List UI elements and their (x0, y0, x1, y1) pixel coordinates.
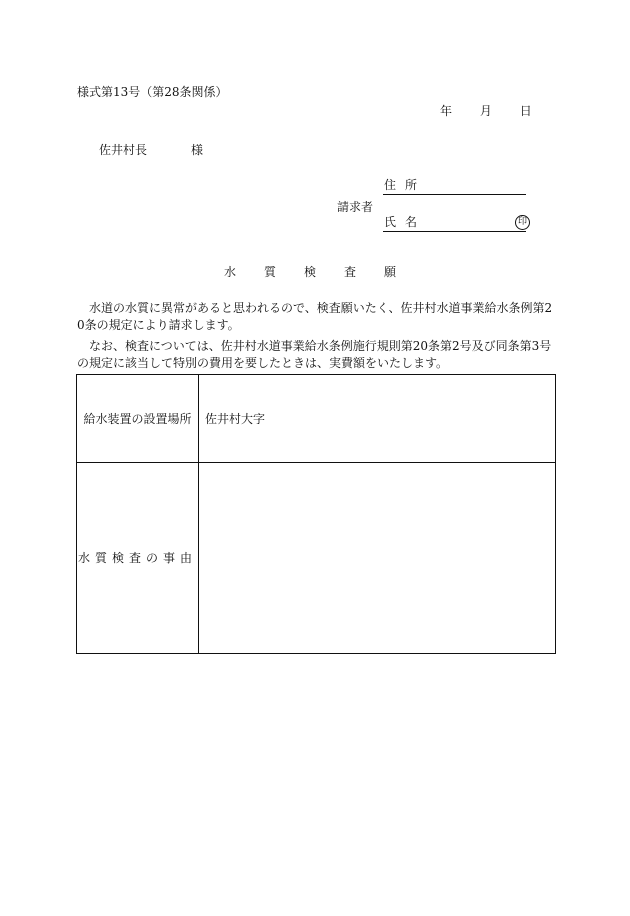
requester-label: 請求者 (337, 200, 374, 214)
address-label: 住所 (384, 178, 427, 192)
requester-name-field[interactable] (383, 214, 526, 232)
date-row (440, 103, 532, 119)
addressee (99, 142, 203, 158)
body-paragraph-1: 水道の水質に異常があると思われるので、検査願いたく、佐井村水道事業給水条例第20条の規定により請求します。 (77, 301, 553, 332)
date-month-label: 月 (479, 104, 492, 118)
request-details-table (76, 374, 556, 654)
document-title: 水質検査願 (224, 265, 425, 279)
date-day-label: 日 (519, 104, 532, 118)
installation-location-value[interactable]: 佐井村大字 (205, 412, 266, 426)
name-label: 氏名 (384, 215, 427, 229)
requester-address-field[interactable] (383, 177, 526, 195)
table-column-divider (198, 375, 199, 653)
addressee-name: 佐井村長 (99, 143, 148, 157)
installation-location-label: 給水装置の設置場所 (83, 412, 192, 426)
addressee-honorific: 様 (191, 143, 204, 157)
table-row-divider (77, 462, 555, 463)
seal-mark: 印 (515, 215, 530, 230)
form-number: 様式第13号（第28条関係） (77, 85, 228, 99)
inspection-reason-label: 水質検査の事由 (77, 551, 197, 565)
date-year-label: 年 (440, 104, 453, 118)
body-paragraph-2: なお、検査については、佐井村水道事業給水条例施行規則第20条第2号及び同条第3号の規定に該当して特別の費用を要したときは、実費額をいたします。 (77, 339, 552, 370)
